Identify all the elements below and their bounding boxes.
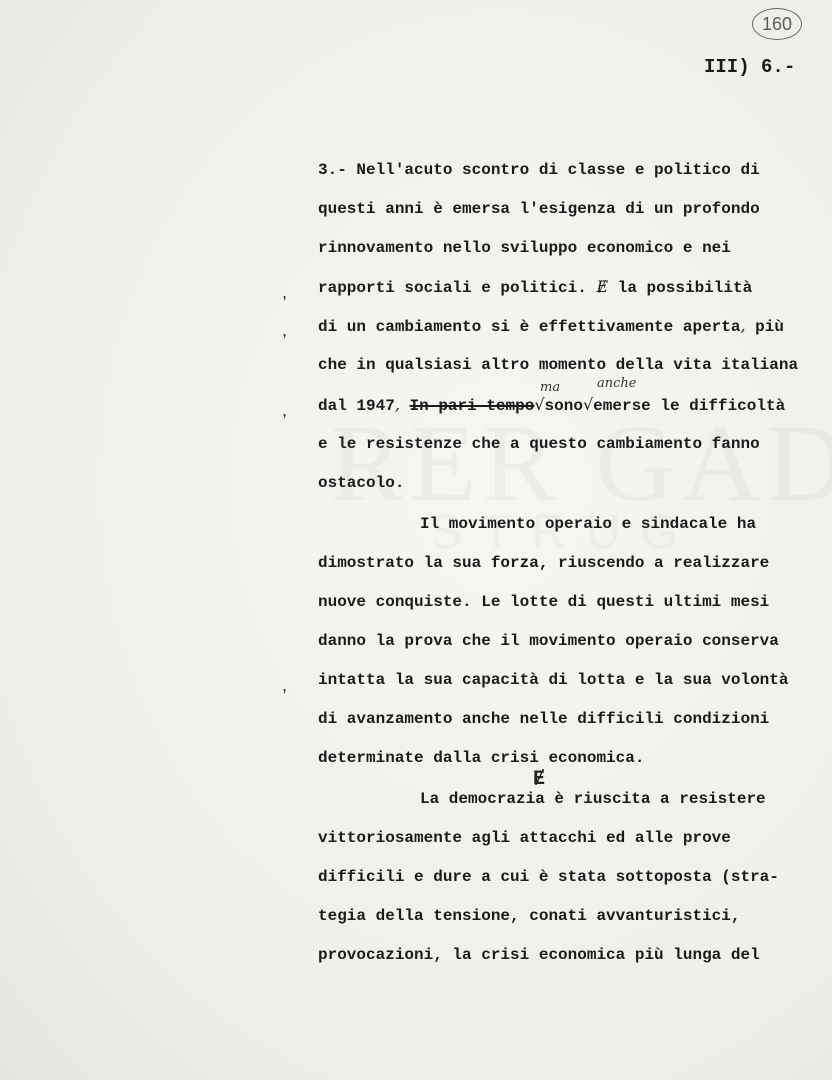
struck-text: In pari tempo — [409, 397, 535, 415]
archive-number-stamp: 160 — [752, 8, 802, 40]
text-line: dal 1947, In pari tempo√sono√emerse le difficoltà — [318, 395, 786, 415]
text-line: rinnovamento nello sviluppo economico e nei — [318, 239, 731, 257]
text-line: rapporti sociali e politici. Ɇ la possibilità — [318, 277, 753, 297]
margin-tick: , — [282, 320, 288, 340]
text-line: di avanzamento anche nelle difficili condizioni — [318, 710, 770, 728]
handwritten-insertion-ma: ma — [540, 380, 561, 395]
margin-tick: , — [282, 282, 288, 302]
text-line: tegia della tensione, conati avvanturistici, — [318, 907, 741, 925]
text-line: danno la prova che il movimento operaio conserva — [318, 632, 779, 650]
text-line: vittoriosamente agli attacchi ed alle prove — [318, 829, 731, 847]
text-line: questi anni è emersa l'esigenza di un profondo — [318, 200, 760, 218]
handwritten-insertion-anche: anche — [597, 376, 637, 391]
page-number: III) 6.- — [704, 56, 796, 78]
text-line: intatta la sua capacità di lotta e la sua volontà — [318, 671, 789, 689]
text-line: che in qualsiasi altro momento della vita italiana — [318, 356, 799, 374]
text-line: Il movimento operaio e sindacale ha — [420, 515, 757, 533]
correction-mark: Ɇ — [533, 768, 546, 791]
text-line: provocazioni, la crisi economica più lunga del — [318, 946, 760, 964]
text-line: 3.- Nell'acuto scontro di classe e politico di — [318, 161, 760, 179]
text-line: difficili e dure a cui è stata sottoposta (stra- — [318, 868, 779, 886]
text-line: ostacolo. — [318, 474, 405, 492]
text-line: determinate dalla crisi economica. — [318, 749, 645, 767]
text-line: La democrazia è riuscita a resistere — [420, 790, 766, 808]
text-line: e le resistenze che a questo cambiamento fanno — [318, 435, 760, 453]
margin-tick: , — [282, 675, 288, 695]
margin-tick: , — [282, 400, 288, 420]
correction-mark: Ɇ — [596, 277, 609, 296]
text-line: di un cambiamento si è effettivamente aperta, più — [318, 316, 784, 336]
text-line: dimostrato la sua forza, riuscendo a realizzare — [318, 554, 770, 572]
text-line: nuove conquiste. Le lotte di questi ultimi mesi — [318, 593, 770, 611]
